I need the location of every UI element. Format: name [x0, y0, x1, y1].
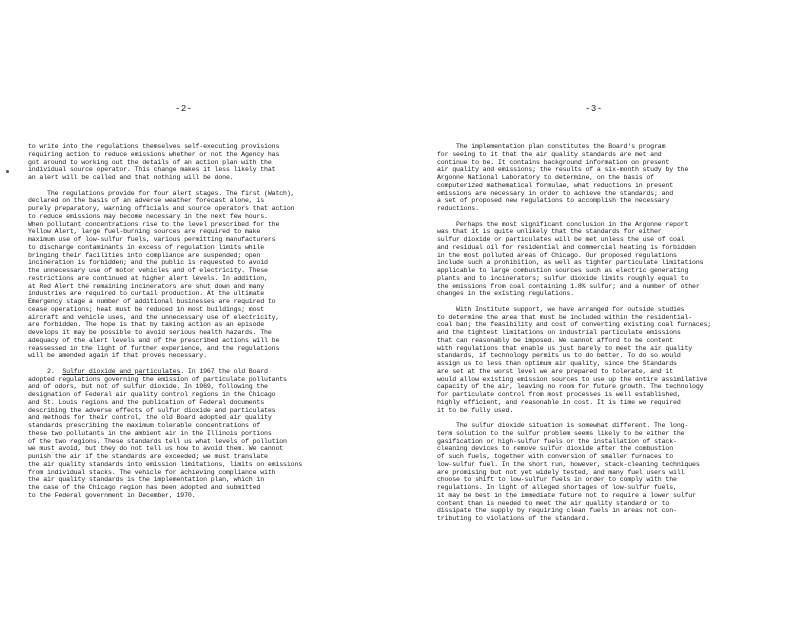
text-line: at Red Alert the remaining incinerators are shut down and many	[28, 282, 265, 290]
paragraph	[437, 422, 793, 523]
text-line: Argonne National Laboratory to determine, on the basis of	[437, 174, 654, 181]
text-line: reassessed in the light of further experience, and the regulations	[28, 344, 280, 352]
text-line: term solution to the sulfur problem seems likely to be either the	[437, 429, 685, 437]
text-line: When pollutant concentrations rise to the level prescribed for the	[28, 220, 280, 228]
text-line: punish the air if the standards are exceeded; we must translate	[28, 453, 268, 460]
text-line: choose to shift to low-sulfur fuels in order to comply with the	[437, 476, 677, 484]
text-line: the air quality standards into emission limitations, limits on emissions	[28, 460, 303, 468]
text-line: cease operations; heat must be reduced in most buildings; most	[28, 305, 265, 313]
text-line: tributing to violations of the standard.	[437, 515, 590, 522]
left-page-text	[28, 143, 390, 500]
text-line: with regulations that enable us just barely to meet the air quality	[437, 344, 693, 352]
text-line: the unnecessary use of motor vehicles and of electricity. These	[28, 267, 268, 274]
paragraph	[437, 306, 793, 415]
text-line: air quality and emissions; the results of a six-month study by the	[437, 166, 689, 174]
section-heading: Sulfur dioxide and particulates	[62, 367, 181, 375]
text-line: to discharge contaminants in excess of regulation limits while	[28, 243, 265, 251]
page-number-left: -2-	[175, 104, 193, 114]
text-line: individual source operator. This change makes it less likely that	[28, 166, 276, 174]
text-line: an alert will be called and that nothing will be done.	[28, 174, 234, 181]
text-line: got around to working out the details of an action plan with the	[28, 158, 272, 166]
text-line: purely preparatory, warning officials and source operators that action	[28, 205, 295, 212]
text-line: restrictions are continued at higher alert levels. In addition,	[28, 274, 268, 282]
text-line: plants and to incinerators; sulfur dioxide limits roughly equal to	[437, 274, 689, 282]
text-line: are promising but not yet widely tested, and many fuel users will	[437, 468, 685, 476]
text-line: and residual oil for residential and commercial heating is forbidden	[437, 243, 696, 251]
text-line: that can reasonably be imposed. We cannot afford to be content	[437, 336, 674, 344]
text-line: changes in the existing regulations.	[437, 290, 575, 298]
text-line: the case of the Chicago region has been adopted and submitted	[28, 484, 261, 491]
text-line: of the two regions. These standards tell us what levels of pollution	[28, 437, 287, 445]
paragraph	[28, 190, 390, 361]
text-line: we must avoid, but they do not tell us how to avoid them. We cannot	[28, 445, 284, 453]
right-page-text	[437, 143, 793, 523]
text-line: sulfur dioxide or particulates will be met unless the use of coal	[437, 236, 685, 243]
text-line: standards prescribing the maximum tolerable concentrations of	[28, 422, 261, 429]
paragraph	[28, 368, 390, 500]
text-line: reductions.	[437, 205, 479, 212]
text-line: applicable to large combustion sources such as electric generating	[437, 267, 689, 274]
text-line: for particulate control from most processes is well established,	[437, 391, 681, 398]
text-line: was that it is quite unlikely that the standards for either	[437, 228, 662, 236]
text-line: Perhaps the most significant conclusion in the Argonne report	[437, 220, 689, 228]
text-line: will be amended again if that proves necessary.	[28, 352, 207, 360]
text-line: gasification or high-sulfur fuels or the installation of stack-	[437, 437, 677, 445]
text-line: assign us to less than optimum air quality, since the Standards	[437, 360, 677, 367]
text-line: it may be best in the immediate future not to require a lower sulfur	[437, 491, 696, 499]
text-line: aircraft and vehicle uses, and the unnecessary use of electricity,	[28, 313, 280, 321]
text-line: dissipate the supply by requiring clean fuels in areas not con-	[437, 507, 677, 515]
text-line: the air quality standards is the implementation plan, which in	[28, 476, 265, 484]
text-line: in the most polluted areas of Chicago. Our proposed regulations	[437, 251, 677, 259]
text-line: of such fuels, together with conversion of smaller furnaces to	[437, 453, 674, 460]
text-line: industries are required to curtail production. At the ultimate	[28, 290, 265, 298]
text-line: The regulations provide for four alert stages. The first (Watch),	[28, 189, 295, 197]
text-line: develops it may be possible to avoid serious health hazards. The	[28, 329, 272, 336]
text-line: bringing their facilities into compliance are suspended; open	[28, 251, 261, 259]
text-line: With Institute support, we have arranged for outside studies	[437, 305, 685, 313]
text-line: adequacy of the alert levels and of the prescribed actions will be	[28, 336, 280, 344]
text-line: the emissions from coal containing 1.8% sulfur; and a number of other	[437, 282, 700, 290]
text-line: to the Federal government in December, 1970.	[28, 491, 196, 499]
text-line: capacity of the air, leaving no room for future growth. The technology	[437, 383, 704, 391]
text-line: describing the adverse effects of sulfur dioxide and particulates	[28, 406, 276, 414]
margin-mark	[6, 170, 9, 173]
text-line: low-sulfur fuel. In the short run, however, stack-cleaning techniques	[437, 460, 700, 468]
text-line: are set at the worst level we are prepared to tolerate, and it	[437, 367, 674, 375]
text-line: to write into the regulations themselves self-executing provisions	[28, 143, 280, 150]
paragraph	[437, 143, 793, 213]
text-line: requiring action to reduce emissions whether or not the Agency has	[28, 150, 280, 158]
text-line: computerized mathematical formulae, what reductions in present	[437, 181, 674, 189]
text-line: highly efficient, and reasonable in cost. It is time we required	[437, 398, 681, 406]
text-line: The sulfur dioxide situation is somewhat different. The long-	[437, 422, 689, 429]
text-line: incineration is forbidden; and the public is requested to avoid	[28, 259, 268, 267]
text-line: standards, if technology permits us to do better. To do so would	[437, 352, 681, 360]
paragraph	[437, 221, 793, 299]
text-line: a set of proposed new regulations to accomplish the necessary	[437, 197, 670, 205]
text-line: and St. Louis regions and the publication of Federal documents	[28, 398, 265, 406]
text-line: for seeing to it that the air quality standards are met and	[437, 150, 662, 158]
text-line: The implementation plan constitutes the Board's program	[437, 143, 666, 150]
text-line: to reduce emissions may become necessary in the next few hours.	[28, 212, 268, 220]
section-heading-line: 2. Sulfur dioxide and particulates. In 1967 the old Board	[28, 367, 268, 375]
text-line: continue to be. It contains background information on present	[437, 158, 670, 166]
text-line: are forbidden. The hope is that by taking action as an episode	[28, 321, 265, 329]
text-line: maximum use of low-sulfur fuels, various permitting manufacturers	[28, 236, 276, 243]
page-number-right: -3-	[585, 104, 603, 114]
text-line: and of odors, but not of sulfur dioxide. In 1969, following the	[28, 383, 268, 391]
text-line: to determine the area that must be included within the residential-	[437, 313, 693, 321]
text-line: it to be fully used.	[437, 406, 514, 414]
text-line: Yellow Alert, large fuel-burning sources are required to make	[28, 228, 261, 236]
text-line: these two pollutants in the ambient air in the Illinois portions	[28, 429, 272, 437]
text-line: designation of Federal air quality control regions in the Chicago	[28, 391, 276, 398]
text-line: coal ban; the feasibility and cost of converting existing coal furnaces;	[437, 321, 712, 329]
text-line: Emergency stage a number of additional businesses are required to	[28, 298, 276, 305]
text-line: include such a prohibition, as well as tighter particulate limitations	[437, 259, 704, 267]
text-line: would allow existing emission sources to use up the entire assimilative	[437, 375, 708, 383]
text-line: content than is needed to meet the air quality standard or to	[437, 499, 670, 507]
text-line: from individual stacks. The vehicle for achieving compliance with	[28, 468, 276, 476]
text-line: emissions are necessary in order to achieve the standards; and	[437, 189, 674, 197]
text-line: declared on the basis of an adverse weather forecast alone, is	[28, 197, 265, 205]
text-line: adopted regulations governing the emission of particulate pollutants	[28, 375, 287, 383]
text-line: and the tightest limitations on industrial particulate emissions	[437, 329, 681, 336]
text-line: regulations. In light of alleged shortages of low-sulfur fuels,	[437, 484, 677, 491]
text-line: and methods for their control, the old Board adopted air quality	[28, 414, 272, 422]
paragraph	[28, 143, 390, 182]
text-line: cleaning devices to remove sulfur dioxide after the combustion	[437, 445, 674, 453]
